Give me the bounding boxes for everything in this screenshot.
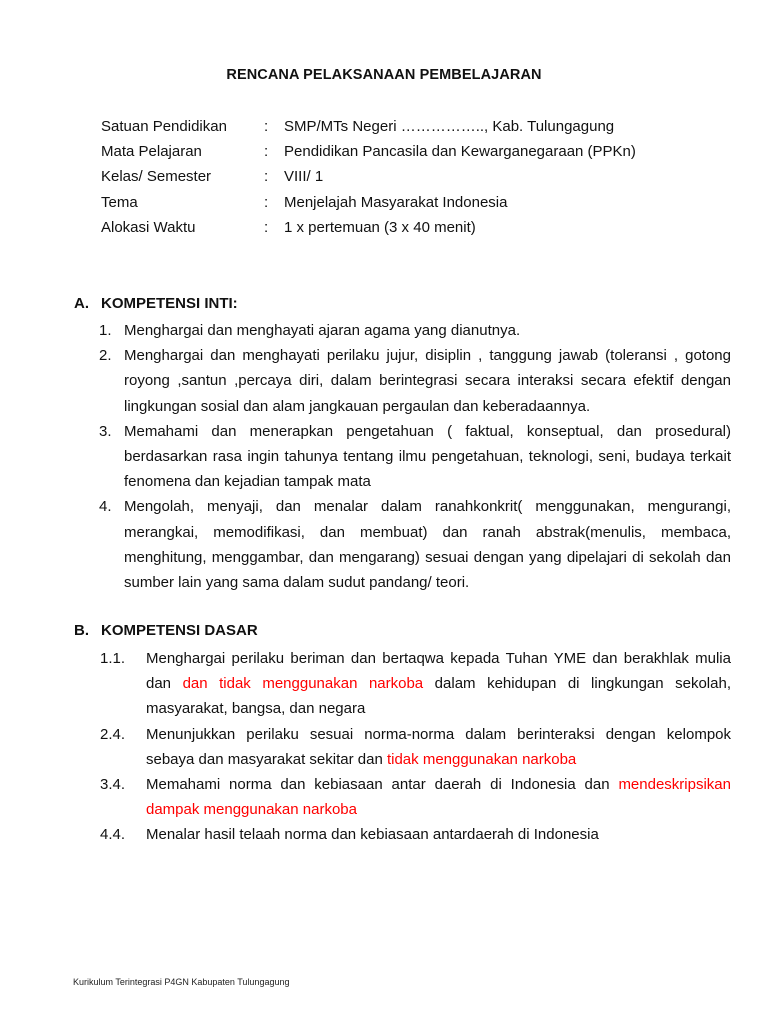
item-number: 4.: [99, 498, 112, 516]
info-value: Pendidikan Pancasila dan Kewarganegaraan (PPKn): [284, 143, 636, 161]
highlight-text: tidak menggunakan narkoba: [386, 750, 577, 768]
info-colon: :: [264, 218, 269, 236]
item-text: Menghargai dan menghayati perilaku jujur, disiplin , tanggung jawab (toleransi , gotong royong ,santun ,percaya diri, dalam berintegrasi secara interaksi secara efektif dengan lingkungan sosial dan alam jangkauan pergaulan dan keberadaannya.: [124, 347, 731, 415]
page-footer: Kurikulum Terintegrasi P4GN Kabupaten Tulungagung: [73, 977, 290, 987]
item-text: Menunjukkan perilaku sesuai norma-norma dalam berinteraksi dengan kelompok sebaya dan masyarakat sekitar dan: [146, 725, 731, 768]
list-item: [100, 646, 731, 722]
info-colon: :: [264, 118, 269, 135]
info-row-tema: [101, 193, 701, 218]
section-title: KOMPETENSI INTI:: [101, 295, 238, 312]
item-number: 3.: [99, 422, 112, 440]
item-text-cont: dalam kehidupan di lingkungan sekolah, masyarakat, bangsa, dan negara: [146, 675, 731, 718]
item-number: 2.: [99, 347, 112, 365]
item-number: 3.4.: [100, 776, 126, 794]
list-item: [100, 772, 731, 822]
item-text: Memahami norma dan kebiasaan antar daerah di Indonesia dan: [146, 776, 619, 794]
section-title: KOMPETENSI DASAR: [101, 622, 258, 639]
info-value: SMP/MTs Negeri …………….., Kab. Tulungagung: [284, 118, 615, 135]
item-text: Menghargai perilaku beriman dan bertaqwa kepada Tuhan YME dan berakhlak mulia dan: [146, 650, 731, 693]
info-block: [101, 117, 701, 243]
item-number: 1.1.: [100, 650, 126, 667]
item-number: 4.4.: [100, 826, 126, 844]
info-colon: :: [264, 143, 269, 161]
item-number: 2.4.: [100, 725, 126, 743]
info-label: Tema: [101, 193, 138, 211]
info-colon: :: [264, 168, 269, 186]
document-title: RENCANA PELAKSANAAN PEMBELAJARAN: [226, 67, 542, 83]
section-letter: A.: [74, 295, 89, 312]
info-label: Mata Pelajaran: [101, 143, 202, 161]
section-letter: B.: [74, 622, 89, 639]
item-text: Mengolah, menyaji, dan menalar dalam ranahkonkrit( menggunakan, mengurangi, merangkai, memodifikasi, dan membuat) dan ranah abstrak(menulis, membaca, menghitung, menggambar, dan mengarang) sesuai dengan yang dipelajari di sekolah dan sumber lain yang sama dalam sudut pandang/ teori.: [124, 498, 731, 592]
info-value: Menjelajah Masyarakat Indonesia: [284, 193, 508, 211]
list-item: [99, 419, 731, 495]
info-label: Alokasi Waktu: [101, 218, 196, 236]
info-row-kelas: [101, 167, 701, 192]
info-label: Satuan Pendidikan: [101, 118, 227, 135]
info-value: 1 x pertemuan (3 x 40 menit): [284, 218, 476, 236]
info-label: Kelas/ Semester: [101, 168, 212, 186]
highlight-text: mendeskripsikan dampak menggunakan narkoba: [146, 776, 731, 819]
info-value: VIII/ 1: [284, 168, 324, 186]
item-text: Menghargai dan menghayati ajaran agama yang dianutnya.: [124, 322, 521, 339]
list-item: [99, 343, 731, 419]
list-item: [100, 722, 731, 772]
item-text: Memahami dan menerapkan pengetahuan ( faktual, konseptual, dan prosedural) berdasarkan rasa ingin tahunya tentang ilmu pengetahuan, teknologi, seni, budaya terkait fenomena dan kejadian tampak mata: [124, 422, 731, 491]
list-item: [99, 494, 731, 595]
info-row-mapel: [101, 142, 701, 167]
info-colon: :: [264, 193, 269, 211]
item-text: Menalar hasil telaah norma dan kebiasaan antardaerah di Indonesia: [146, 826, 599, 844]
kompetensi-dasar-list: [100, 646, 731, 848]
list-item: [100, 822, 731, 847]
list-item: [99, 318, 731, 343]
highlight-text: dan tidak menggunakan narkoba: [182, 675, 424, 693]
kompetensi-inti-list: [99, 318, 731, 595]
item-number: 1.: [99, 322, 112, 339]
info-row-alokasi: [101, 218, 701, 243]
info-row-satuan: [101, 117, 701, 142]
